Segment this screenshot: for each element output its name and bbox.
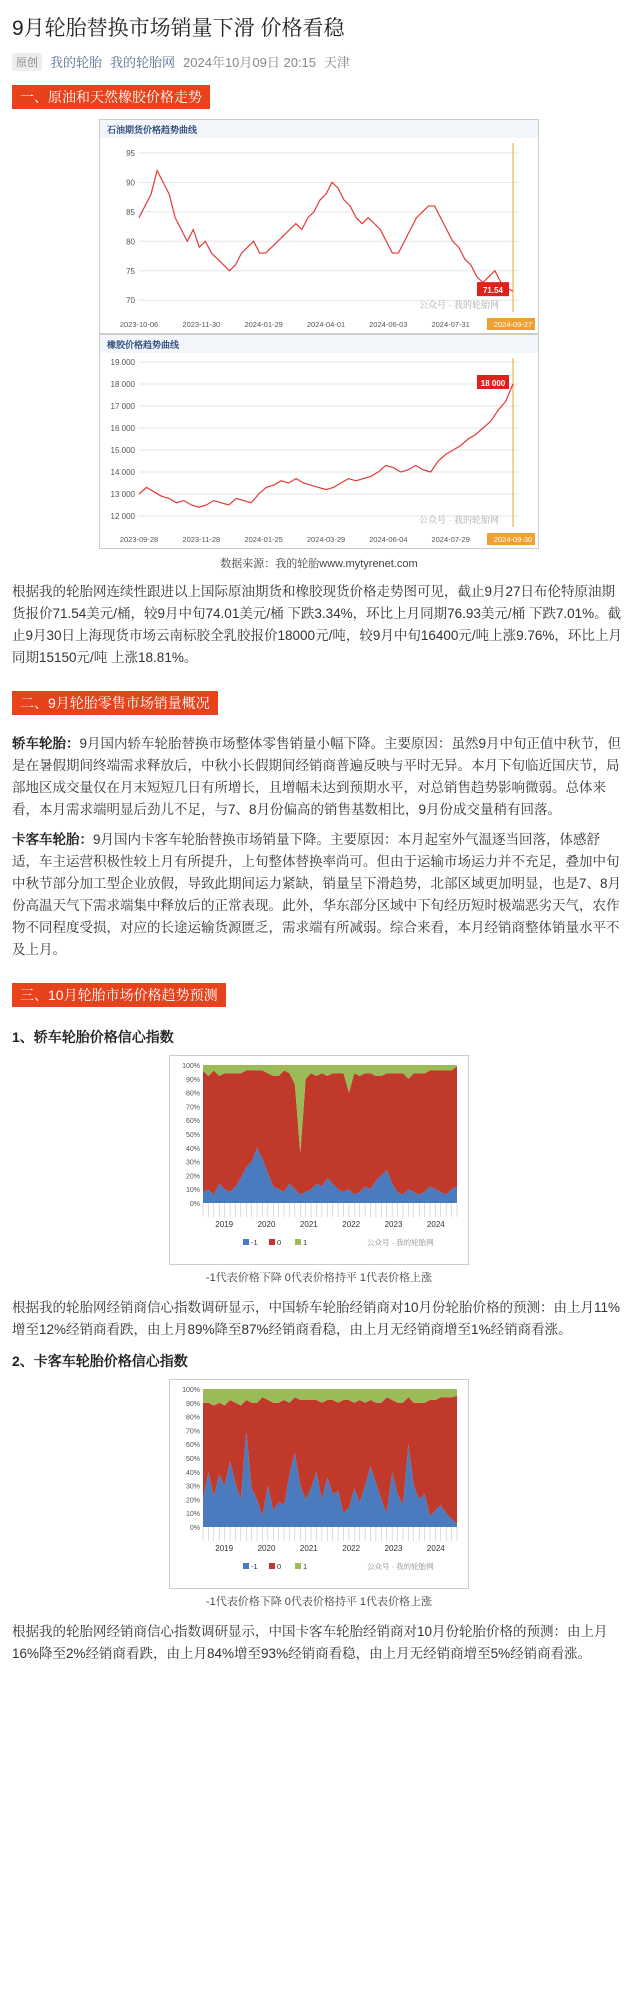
section-heading-1: 一、原油和天然橡胶价格走势: [12, 85, 210, 109]
legend-swatch: [269, 1239, 275, 1245]
x-tick-label: 2023-11-30: [182, 320, 221, 329]
x-year-label: 2023: [384, 1544, 403, 1553]
y-tick-label: 70%: [185, 1104, 200, 1112]
y-tick-label: 10%: [185, 1187, 200, 1195]
y-tick-label: 13 000: [110, 490, 135, 499]
x-tick-label: 2024-09-27: [493, 320, 533, 329]
watermark-text: 公众号 · 我的轮胎网: [419, 300, 499, 310]
x-year-label: 2020: [257, 1544, 276, 1553]
truck-legend-caption: -1代表价格下降 0代表价格持平 1代表价格上涨: [205, 1596, 433, 1608]
watermark-text: 公众号 · 我的轮胎网: [367, 1238, 434, 1247]
publish-location: 天津: [324, 55, 351, 70]
x-year-label: 2021: [299, 1544, 318, 1553]
car-tire-label: 轿车轮胎：: [12, 736, 80, 751]
car-forecast-paragraph: 根据我的轮胎网经销商信心指数调研显示，中国轿车轮胎经销商对10月份轮胎价格的预测：由上月11%增至12%经销商看跌，由上月89%降至87%经销商看稳，由上月无经销商增至1%经销商看涨。: [12, 1300, 621, 1337]
x-tick-label: 2024-04-01: [306, 320, 346, 329]
y-tick-label: 30%: [185, 1483, 200, 1491]
data-source-note: 数据来源：我的轮胎www.mytyrenet.com: [220, 558, 418, 570]
original-tag: 原创: [12, 53, 42, 71]
last-value-label: 71.54: [482, 286, 504, 296]
truck-forecast-paragraph: 根据我的轮胎网经销商信心指数调研显示，中国卡客车轮胎经销商对10月份轮胎价格的预测：由上月16%降至2%经销商看跌，由上月84%增至93%经销商看稳，由上月无经销商增至5%经销商看涨。: [12, 1624, 608, 1661]
y-tick-label: 50%: [185, 1456, 200, 1463]
x-tick-label: 2024-06-04: [369, 535, 408, 544]
legend-swatch: [243, 1239, 249, 1245]
x-tick-label: 2023-10-06: [119, 320, 159, 329]
y-tick-label: 70: [126, 296, 135, 306]
x-tick-label: 2024-01-29: [244, 320, 283, 329]
legend-label: 0: [277, 1562, 282, 1571]
truck-tire-paragraph: [12, 829, 626, 961]
y-tick-label: 50%: [185, 1132, 200, 1139]
x-year-label: 2021: [299, 1220, 318, 1229]
y-tick-label: 60%: [185, 1442, 200, 1450]
account-link[interactable]: 我的轮胎网: [110, 55, 176, 70]
x-tick-label: 2023-11-28: [182, 535, 221, 544]
rubber-price-chart: [99, 334, 539, 549]
legend-label: -1: [251, 1562, 258, 1571]
x-year-label: 2019: [215, 1544, 234, 1553]
legend-swatch: [295, 1239, 301, 1245]
y-tick-label: 19 000: [110, 358, 135, 367]
y-tick-label: 80%: [185, 1090, 200, 1098]
x-tick-label: 2024-03-29: [306, 535, 346, 544]
legend-swatch: [295, 1563, 301, 1569]
y-tick-label: 0%: [189, 1201, 200, 1208]
car-confidence-heading: 1、轿车轮胎价格信心指数: [12, 1029, 174, 1045]
y-tick-label: 18 000: [110, 380, 135, 389]
x-tick-label: 2024-09-30: [493, 535, 533, 544]
car-confidence-chart: [169, 1055, 469, 1265]
last-value-label: 18 000: [480, 379, 506, 388]
car-tire-paragraph: [12, 733, 626, 821]
y-tick-label: 60%: [185, 1118, 200, 1126]
x-tick-label: 2024-01-25: [244, 535, 283, 544]
oil-price-chart: [99, 119, 539, 334]
y-tick-label: 90%: [185, 1400, 200, 1408]
y-tick-label: 40%: [185, 1469, 200, 1477]
y-tick-label: 70%: [185, 1428, 200, 1436]
y-tick-label: 80: [126, 237, 135, 247]
area-series-1: [203, 1066, 457, 1194]
y-tick-label: 90: [126, 178, 135, 188]
publish-datetime: 2024年10月09日 20:15: [183, 55, 317, 70]
legend-label: 1: [303, 1238, 308, 1247]
y-tick-label: 30%: [185, 1159, 200, 1167]
car-legend-caption: -1代表价格下降 0代表价格持平 1代表价格上涨: [205, 1272, 433, 1284]
legend-label: 1: [303, 1562, 308, 1571]
y-tick-label: 17 000: [110, 402, 135, 411]
y-tick-label: 12 000: [110, 512, 135, 521]
price-summary-paragraph: 根据我的轮胎网连续性跟进以上国际原油期货和橡胶现货价格走势图可见，截止9月27日布伦特原油期货报价71.54美元/桶，较9月中旬74.01美元/桶 下跌3.34%，环比上月同期76.93美元/桶 下跌7.01%。截止9月30日上海现货市场云南标胶全乳胶报价18000元/吨，较9月中旬16400元/吨上涨9.76%，环比上月同期15150元/吨 上涨18.81%。: [12, 584, 622, 665]
section-heading-2: 二、9月轮胎零售市场销量概况: [12, 691, 218, 715]
y-tick-label: 75: [126, 266, 135, 276]
y-tick-label: 95: [126, 148, 135, 158]
section-heading-3: 三、10月轮胎市场价格趋势预测: [12, 983, 226, 1007]
legend-label: 0: [277, 1238, 282, 1247]
x-year-label: 2024: [426, 1544, 445, 1553]
y-tick-label: 20%: [185, 1173, 200, 1181]
truck-confidence-heading: 2、卡客车轮胎价格信心指数: [12, 1353, 188, 1369]
y-tick-label: 90%: [185, 1076, 200, 1084]
y-tick-label: 80%: [185, 1414, 200, 1422]
x-year-label: 2020: [257, 1220, 276, 1229]
car-tire-text: 9月国内轿车轮胎替换市场整体零售销量小幅下降。主要原因：虽然9月中旬正值中秋节，但是在暑假期间终端需求释放后，中秋小长假期间经销商普遍反映与平时无异。本月下旬临近国庆节，局部地区成交量仅在月末短短几日有所增长，且增幅未达到预期水平，对总销售趋势影响微弱。总体来看，本月需求端明显后劲儿不足，与7、8月份偏高的销售基数相比，9月份成交量稍有回落。: [12, 736, 622, 817]
x-tick-label: 2024-06-03: [369, 320, 408, 329]
chart-title: 橡胶价格趋势曲线: [107, 340, 180, 350]
y-tick-label: 100%: [182, 1387, 200, 1394]
y-tick-label: 40%: [185, 1145, 200, 1153]
x-tick-label: 2023-09-28: [119, 535, 159, 544]
x-year-label: 2022: [342, 1544, 361, 1553]
watermark-text: 公众号 · 我的轮胎网: [419, 515, 499, 525]
x-year-label: 2022: [342, 1220, 361, 1229]
truck-tire-label: 卡客车轮胎：: [12, 832, 93, 847]
y-tick-label: 100%: [182, 1063, 200, 1070]
chart-title: 石油期货价格趋势曲线: [107, 125, 198, 135]
y-tick-label: 10%: [185, 1511, 200, 1519]
x-tick-label: 2024-07-31: [431, 320, 470, 329]
legend-swatch: [269, 1563, 275, 1569]
y-tick-label: 14 000: [110, 468, 135, 477]
author-link[interactable]: 我的轮胎: [50, 55, 103, 70]
truck-confidence-chart: [169, 1379, 469, 1589]
y-tick-label: 20%: [185, 1497, 200, 1505]
legend-swatch: [243, 1563, 249, 1569]
y-tick-label: 0%: [189, 1525, 200, 1532]
truck-tire-text: 9月国内卡客车轮胎替换市场销量下降。主要原因：本月起室外气温逐当回落，体感舒适，车主运营积极性较上月有所提升，上旬整体替换率尚可。但由于运输市场运力并不充足，叠加中旬中秋节部分加工型企业放假，导致此期间运力紧缺，销量呈下滑趋势，北部区域更加明显，也是7、8月份高温天气下需求端集中释放后的正常表现。此外，华东部分区域中下旬经历短时极端恶劣天气，农作物不同程度受损，对应的长途运输货源匮乏，需求端有所减弱。综合来看，本月经销商整体销量水平不及上月。: [12, 832, 622, 957]
article-title: 9月轮胎替换市场销量下滑 价格看稳: [12, 17, 345, 40]
x-tick-label: 2024-07-29: [431, 535, 470, 544]
y-tick-label: 15 000: [110, 446, 135, 455]
watermark-text: 公众号 · 我的轮胎网: [367, 1562, 434, 1571]
x-year-label: 2024: [426, 1220, 445, 1229]
legend-label: -1: [251, 1238, 258, 1247]
y-tick-label: 16 000: [110, 424, 135, 433]
y-tick-label: 85: [126, 207, 135, 217]
x-year-label: 2019: [215, 1220, 234, 1229]
article-meta: [12, 52, 626, 71]
x-year-label: 2023: [384, 1220, 403, 1229]
